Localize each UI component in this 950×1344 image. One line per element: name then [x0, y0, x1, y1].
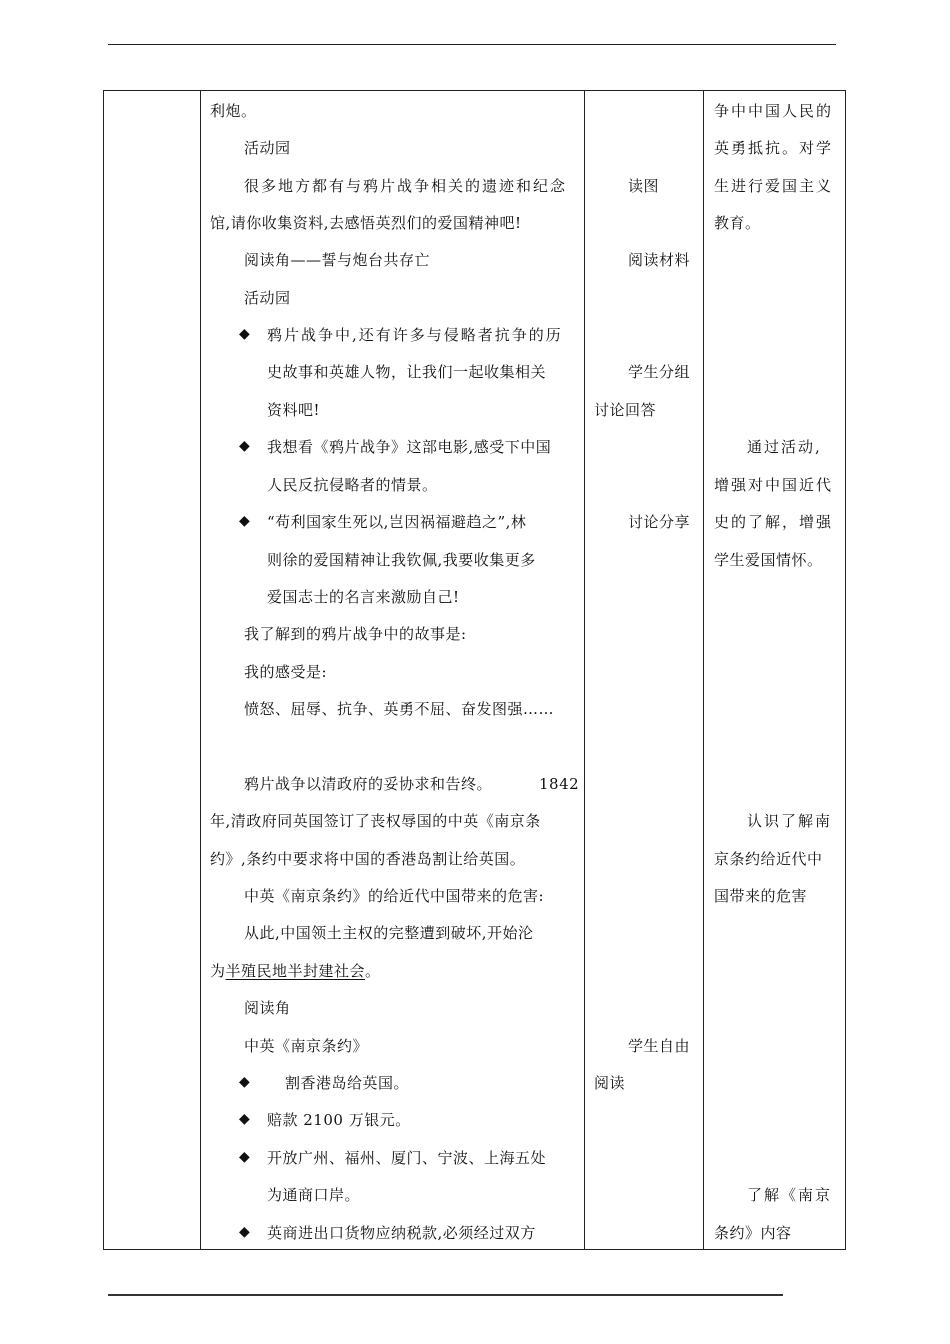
text-line: 则徐的爱国精神让我钦佩,我要收集更多 — [267, 551, 536, 569]
intent-line: 史的了解，增强 — [714, 513, 834, 531]
text-line: 鸦片战争以清政府的妥协求和告终。 — [244, 775, 493, 793]
text-line: 史故事和英雄人物，让我们一起收集相关 — [267, 363, 547, 381]
text-line: “苟利国家生死以,岂因祸福避趋之”,林 — [267, 513, 527, 531]
text-line: 英商进出口货物应纳税款,必须经过双方 — [267, 1224, 536, 1242]
bullet-icon: ◆ — [239, 1111, 250, 1127]
text-line: 人民反抗侵略者的情景。 — [267, 476, 438, 494]
heading-reading: 阅读角——誓与炮台共存亡 — [244, 251, 431, 269]
text-line: 为通商口岸。 — [267, 1186, 361, 1204]
intent-line: 争中中国人民的 — [714, 102, 834, 120]
activity-label: 阅读材料 — [628, 251, 691, 269]
activity-label: 讨论分享 — [628, 513, 691, 531]
heading-activity: 活动园 — [244, 289, 291, 307]
activity-label: 阅读 — [594, 1074, 626, 1092]
text-line: 从此,中国领土主权的完整遭到破坏,开始沦 — [244, 924, 534, 942]
header-rule — [108, 44, 836, 45]
intent-line: 了解《南京 — [747, 1186, 833, 1204]
text-line: 开放广州、福州、厦门、宁波、上海五处 — [267, 1149, 547, 1167]
text-line: 割香港岛给英国。 — [285, 1074, 410, 1092]
text-line — [210, 961, 381, 981]
intent-line: 认识了解南 — [747, 812, 833, 830]
heading-activity: 活动园 — [244, 139, 291, 157]
bullet-icon: ◆ — [239, 438, 250, 454]
text-span: 。 — [365, 962, 381, 980]
text-span: 为 — [210, 962, 226, 980]
intent-line: 国带来的危害 — [714, 887, 808, 905]
bullet-icon: ◆ — [239, 1224, 250, 1240]
text-line: 愤怒、屈辱、抗争、英勇不屈、奋发图强…… — [244, 700, 555, 718]
intent-line: 京条约给近代中 — [714, 850, 823, 868]
heading-reading: 阅读角 — [244, 999, 291, 1017]
lesson-table — [103, 90, 846, 1250]
bullet-icon: ◆ — [239, 513, 250, 529]
text-line: 中英《南京条约》 — [244, 1037, 369, 1055]
column-content — [201, 91, 585, 1249]
text-line: 我想看《鸦片战争》这部电影,感受下中国 — [267, 438, 552, 456]
text-line: 年,清政府同英国签订了丧权辱国的中英《南京条 — [210, 812, 541, 830]
intent-line: 教育。 — [714, 214, 761, 232]
text-line: 馆,请你收集资料,去感悟英烈们的爱国精神吧! — [210, 214, 522, 232]
intent-line: 生进行爱国主义 — [714, 177, 834, 195]
footer-rule — [108, 1294, 783, 1296]
column-empty — [104, 91, 201, 1249]
bullet-icon: ◆ — [239, 1074, 250, 1090]
intent-line: 增强对中国近代 — [714, 476, 834, 494]
text-line: 爱国志士的名言来激励自己! — [267, 588, 460, 606]
text-line: 赔款 2100 万银元。 — [267, 1111, 411, 1129]
text-line: 很多地方都有与鸦片战争相关的遗迹和纪念 — [244, 177, 568, 195]
text-line: 利炮。 — [210, 102, 257, 120]
activity-label: 学生自由 — [628, 1037, 691, 1055]
text-line: 中英《南京条约》的给近代中国带来的危害: — [244, 887, 545, 905]
bullet-icon: ◆ — [239, 1149, 250, 1165]
intent-line: 英勇抵抗。对学 — [714, 139, 834, 157]
text-line: 我的感受是: — [244, 663, 328, 681]
intent-line: 条约》内容 — [714, 1224, 792, 1242]
text-line: 我了解到的鸦片战争中的故事是: — [244, 625, 467, 643]
activity-label: 讨论回答 — [594, 401, 657, 419]
underlined-term: 半殖民地半封建社会 — [225, 962, 366, 980]
bullet-icon: ◆ — [239, 326, 250, 342]
text-line: 约》,条约中要求将中国的香港岛割让给英国。 — [210, 850, 526, 868]
text-line: 鸦片战争中,还有许多与侵略者抗争的历 — [267, 326, 563, 344]
text-line: 1842 — [539, 775, 580, 793]
activity-label: 读图 — [628, 177, 660, 195]
activity-label: 学生分组 — [628, 363, 691, 381]
column-student-activity — [585, 91, 704, 1249]
text-line: 资料吧! — [267, 401, 321, 419]
intent-line: 学生爱国情怀。 — [714, 551, 823, 569]
intent-line: 通过活动, — [747, 438, 822, 456]
column-design-intent — [704, 91, 845, 1249]
